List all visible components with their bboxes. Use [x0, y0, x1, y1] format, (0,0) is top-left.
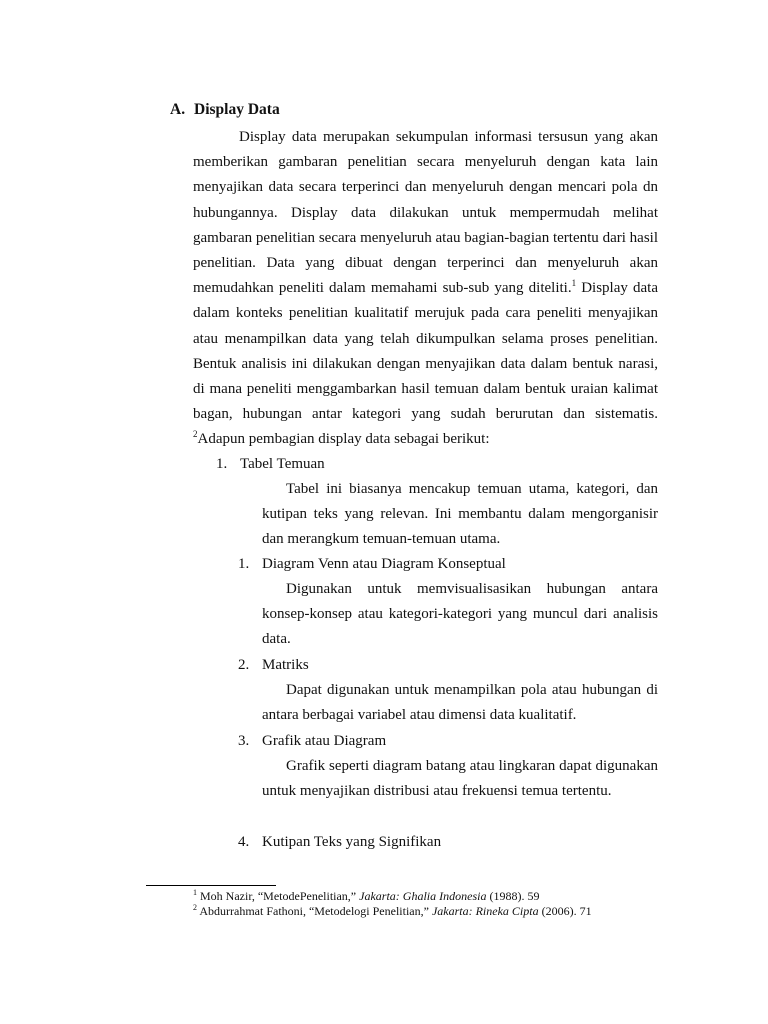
- intro-text-3: Adapun pembagian display data sebagai berikut:: [197, 431, 490, 448]
- list-item-matriks: [238, 653, 309, 678]
- list-label: Grafik atau Diagram: [262, 733, 387, 749]
- footnote-1: [193, 889, 673, 904]
- list-number: 2.: [238, 657, 250, 673]
- list-number: 1.: [216, 456, 228, 472]
- section-heading: [170, 101, 280, 119]
- footnote-mark: 2: [193, 903, 197, 912]
- list-number: 4.: [238, 834, 250, 850]
- footnote-ref-1[interactable]: 1: [571, 278, 577, 289]
- footnote-tail: (2006). 71: [538, 904, 592, 918]
- footnote-source: Jakarta: Rineka Cipta: [431, 904, 539, 918]
- list-item-body: Tabel ini biasanya mencakup temuan utama, kategori, dan kutipan teks yang relevan. Ini membantu dalam mengorganisir dan merangkum temuan-temuan utama.: [262, 481, 658, 548]
- section-title: Display Data: [194, 101, 280, 118]
- footnote-text: Moh Nazir, “MetodePenelitian,”: [197, 889, 360, 903]
- footnote-mark: 1: [193, 888, 197, 897]
- list-item-body: Dapat digunakan untuk menampilkan pola atau hubungan di antara berbagai variabel atau dimensi data kualitatif.: [262, 682, 658, 724]
- list-item-body: Digunakan untuk memvisualisasikan hubungan antara konsep-konsep atau kategori-kategori yang muncul dari analisis data.: [262, 581, 658, 648]
- list-item-grafik: [238, 729, 386, 754]
- list-item-tabel-temuan: [216, 452, 325, 477]
- footnote-tail: (1988). 59: [486, 889, 540, 903]
- list-number: 1.: [238, 556, 250, 572]
- list-label: Kutipan Teks yang Signifikan: [262, 834, 442, 850]
- list-label: Diagram Venn atau Diagram Konseptual: [262, 556, 506, 572]
- footnote-2: [193, 904, 673, 919]
- list-label: Matriks: [262, 657, 309, 673]
- footnote-text: Abdurrahmat Fathoni, “Metodelogi Penelitian,”: [197, 904, 432, 918]
- footnotes: [193, 889, 673, 919]
- intro-text-1: Display data merupakan sekumpulan informasi tersusun yang akan memberikan gambaran penelitian secara menyeluruh dengan kata lain menyajikan data secara terperinci dan menyeluruh dengan mencari pola dn hubungannya. Display data dilakukan untuk mempermudah melihat gambaran penelitian secara menyeluruh atau bagian-bagian tertentu dari hasil penelitian. Data yang dibuat dengan terperinci dan menyeluruh akan memudahkan peneliti dalam memahami sub-sub yang diteliti.: [193, 129, 658, 297]
- section-number: A.: [170, 101, 186, 118]
- list-item-body: Grafik seperti diagram batang atau lingkaran dapat digunakan untuk menyajikan distribusi atau frekuensi temua tertentu.: [262, 758, 658, 800]
- list-item-diagram-venn: [238, 552, 506, 577]
- list-number: 3.: [238, 733, 250, 749]
- intro-text-2: Display data dalam konteks penelitian kualitatif merujuk pada cara peneliti menyajikan atau menampilkan data yang telah dikumpulkan selama proses penelitian. Bentuk analisis ini dilakukan dengan menyajikan data dalam bentuk narasi, di mana peneliti menggambarkan hasil temuan dalam bentuk uraian kalimat bagan, hubungan antar kategori yang sudah berurutan dan sistematis.: [193, 280, 658, 423]
- footnote-source: Jakarta: Ghalia Indonesia: [359, 889, 487, 903]
- footnote-ref-2[interactable]: 2: [193, 429, 198, 440]
- list-label: Tabel Temuan: [240, 456, 325, 472]
- list-item-kutipan: [238, 830, 441, 855]
- intro-paragraph: [193, 125, 658, 453]
- footnote-divider: [146, 885, 276, 886]
